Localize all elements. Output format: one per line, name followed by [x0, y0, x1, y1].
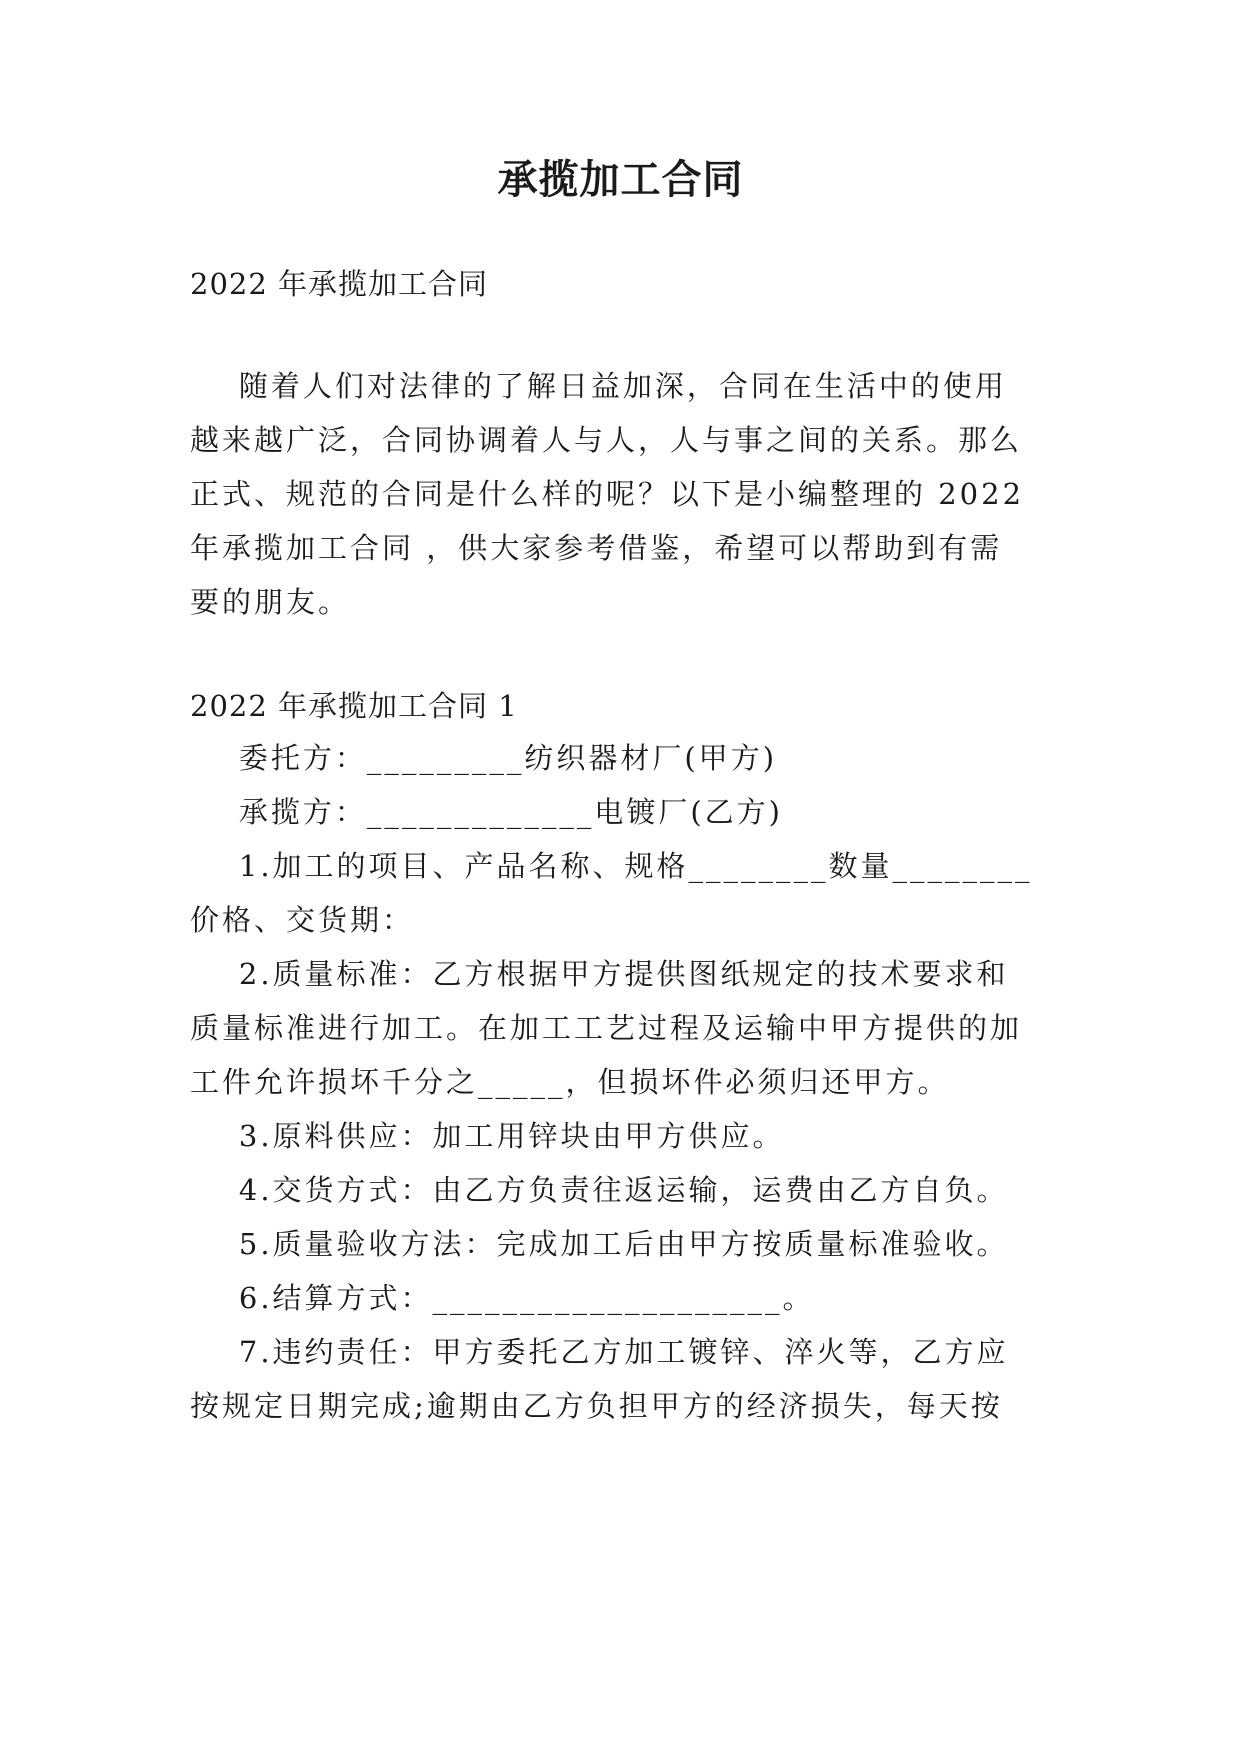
contract-line: 1.加工的项目、产品名称、规格________数量________	[190, 849, 1033, 883]
document-title: 承揽加工合同	[497, 157, 744, 203]
intro-line: 年承揽加工合同 ，供大家参考借鉴，希望可以帮助到有需	[190, 531, 1003, 565]
contract-line: 委托方：_________纺织器材厂(甲方)	[190, 741, 778, 775]
contract-line: 按规定日期完成;逾期由乙方负担甲方的经济损失，每天按	[190, 1389, 1003, 1423]
contract-line: 7.违约责任：甲方委托乙方加工镀锌、淬火等，乙方应	[190, 1335, 1009, 1369]
contract-line: 4.交货方式：由乙方负责往返运输，运费由乙方自负。	[190, 1173, 1009, 1207]
contract-line: 3.原料供应：加工用锌块由甲方供应。	[190, 1119, 785, 1153]
contract-line: 承揽方：_____________电镀厂(乙方)	[190, 795, 784, 829]
contract-line: 2.质量标准：乙方根据甲方提供图纸规定的技术要求和	[190, 957, 1009, 991]
intro-line: 随着人们对法律的了解日益加深，合同在生活中的使用	[190, 369, 1007, 403]
contract-line: 5.质量验收方法：完成加工后由甲方按质量标准验收。	[190, 1227, 1009, 1261]
contract-line: 价格、交货期：	[190, 903, 415, 937]
contract-line: 6.结算方式：____________________。	[190, 1281, 815, 1315]
intro-line: 要的朋友。	[190, 585, 351, 619]
section-heading: 2022 年承揽加工合同 1	[190, 689, 518, 723]
document-heading: 2022 年承揽加工合同	[190, 267, 489, 301]
contract-line: 质量标准进行加工。在加工工艺过程及运输中甲方提供的加	[190, 1011, 1023, 1045]
intro-line: 正式、规范的合同是什么样的呢？以下是小编整理的 2022	[190, 477, 1025, 511]
contract-line: 工件允许损坏千分之_____，但损坏件必须归还甲方。	[190, 1065, 950, 1099]
intro-line: 越来越广泛，合同协调着人与人，人与事之间的关系。那么	[190, 423, 1023, 457]
